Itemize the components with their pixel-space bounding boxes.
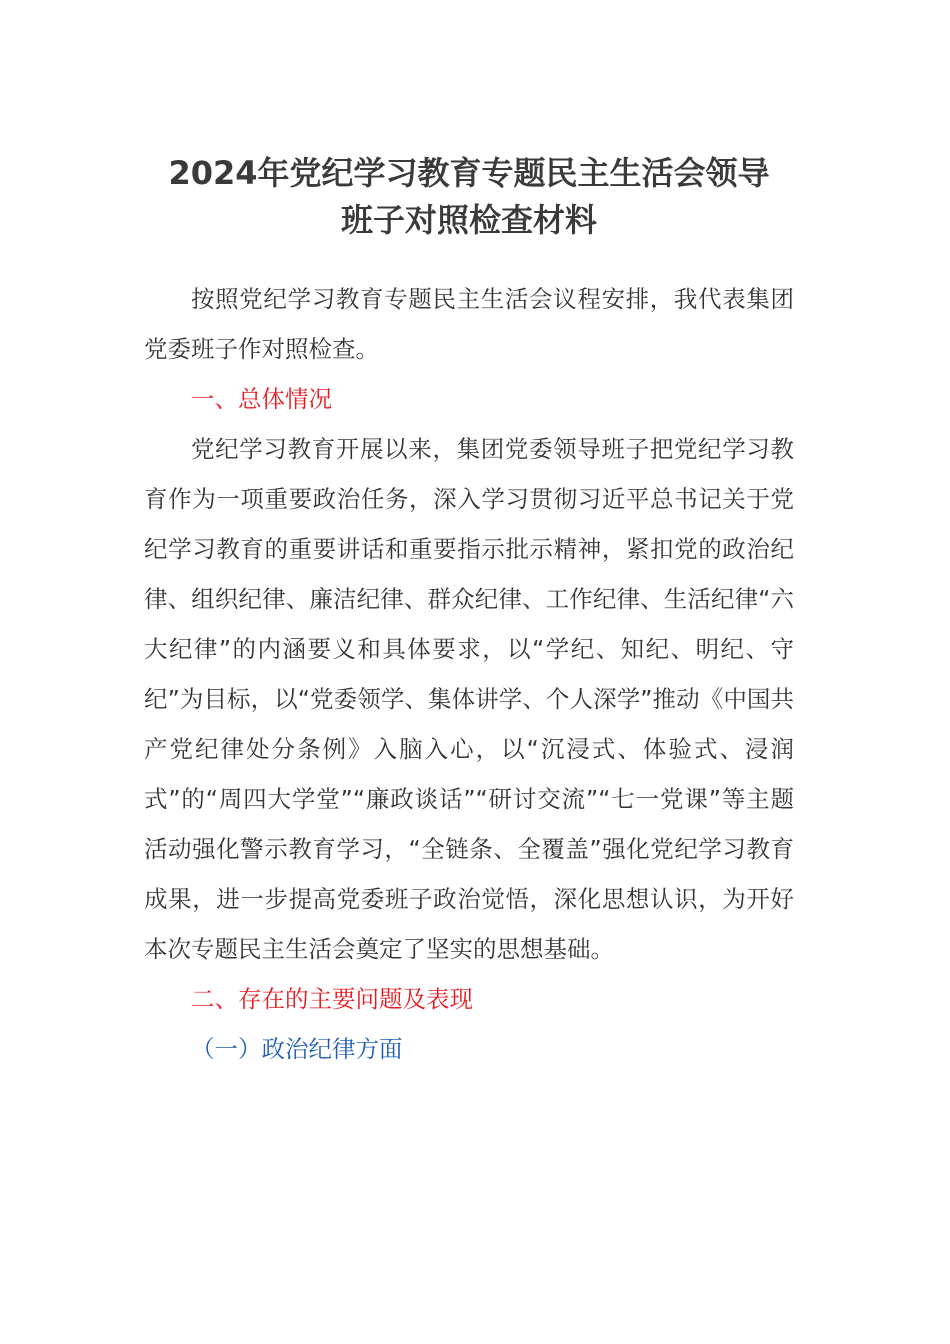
document-page [144,150,794,1074]
title-line-2: 班子对照检查材料 [340,201,597,239]
section-1-heading: 一、总体情况 [191,385,332,413]
subsection-1-heading: （一）政治纪律方面 [191,1035,403,1063]
section-2-heading: 二、存在的主要问题及表现 [191,985,473,1013]
title-line-1: 2024年党纪学习教育专题民主生活会领导 [168,154,770,192]
intro-paragraph: 按照党纪学习教育专题民主生活会议程安排，我代表集团党委班子作对照检查。 [144,285,794,363]
document-title [144,150,794,244]
section-1-body: 党纪学习教育开展以来，集团党委领导班子把党纪学习教育作为一项重要政治任务，深入学习贯彻习近平总书记关于党纪学习教育的重要讲话和重要指示批示精神，紧扣党的政治纪律、组织纪律、廉洁纪律、群众纪律、工作纪律、生活纪律“六大纪律”的内涵要义和具体要求，以“学纪、知纪、明纪、守纪”为目标，以“党委领学、集体讲学、个人深学”推动《中国共产党纪律处分条例》入脑入心，以“沉浸式、体验式、浸润式”的“周四大学堂”“廉政谈话”“研讨交流”“七一党课”等主题活动强化警示教育学习，“全链条、全覆盖”强化党纪学习教育成果，进一步提高党委班子政治觉悟，深化思想认识，为开好本次专题民主生活会奠定了坚实的思想基础。 [144,435,794,963]
